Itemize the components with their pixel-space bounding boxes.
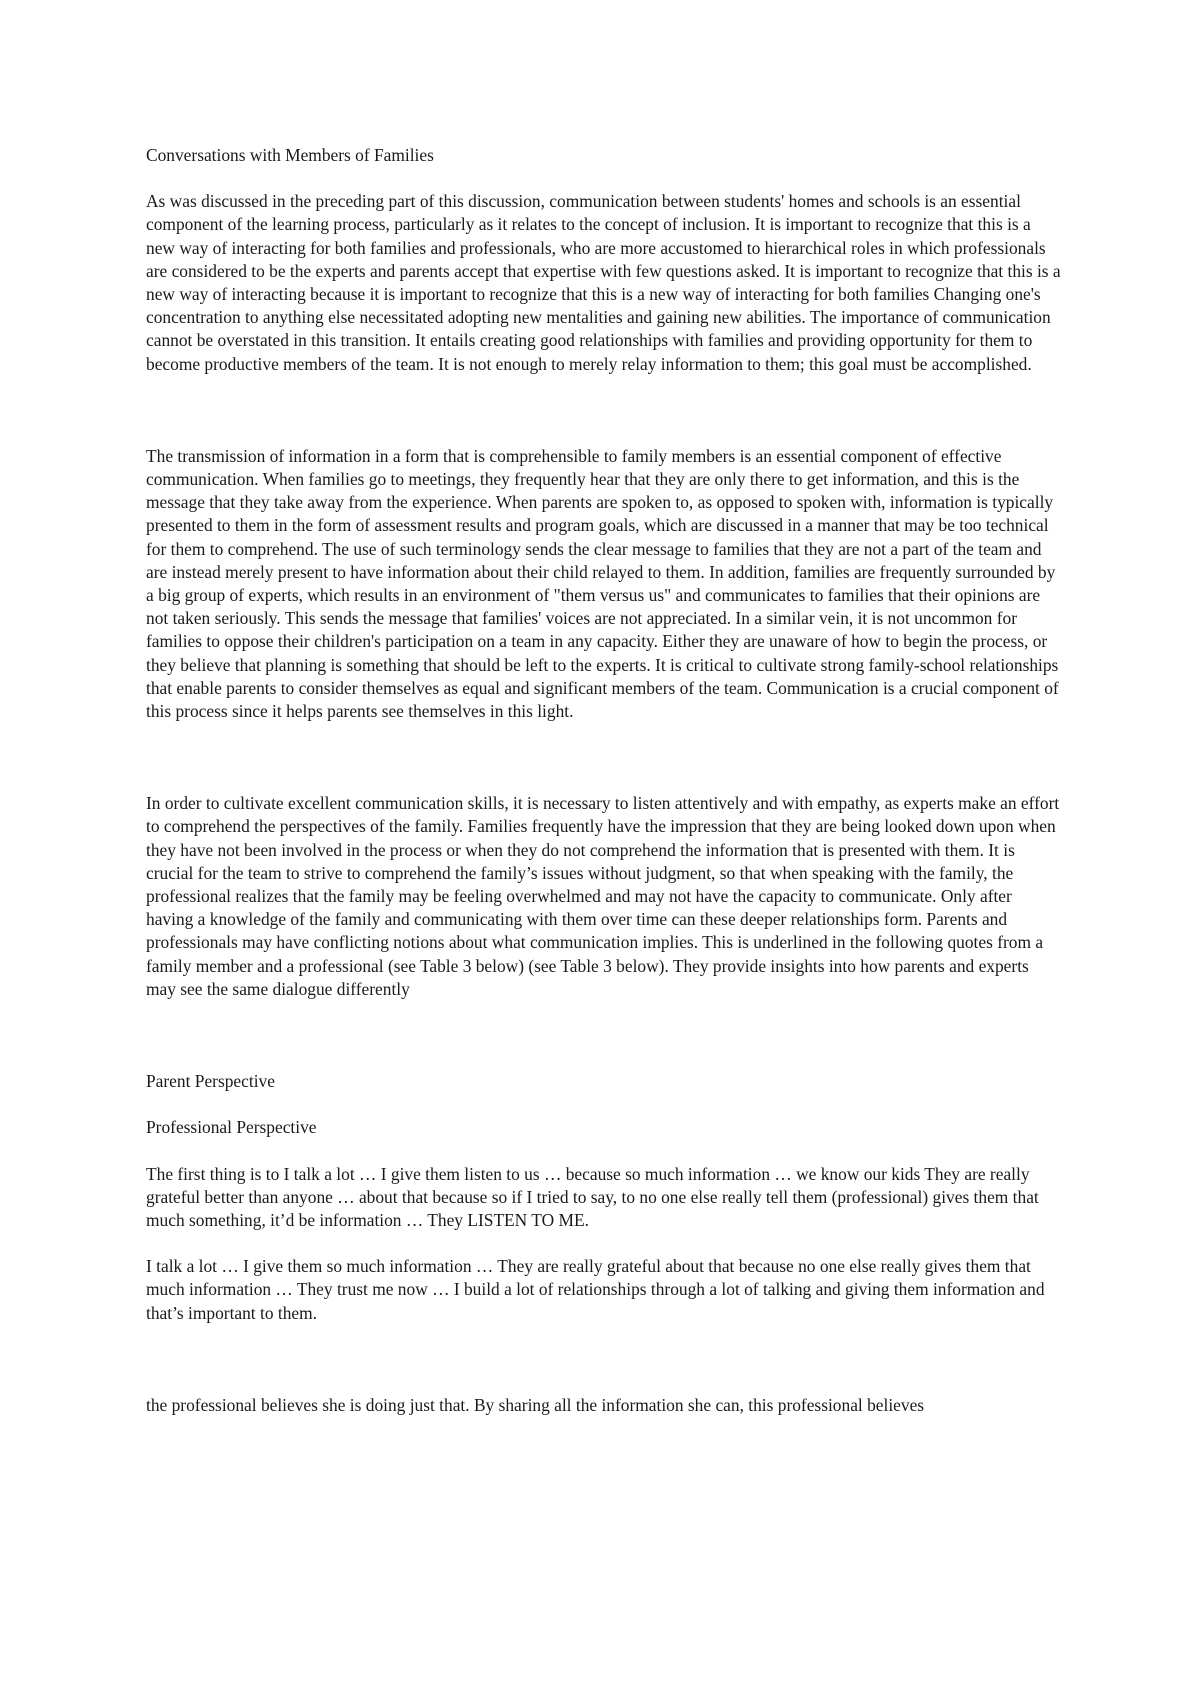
parent-perspective-heading: Parent Perspective: [146, 1071, 275, 1092]
paragraph-3: In order to cultivate excellent communication skills, it is necessary to listen attentively and with empathy, as experts make an effort to comprehend the perspectives of the family. Families frequently have the impression that they are being looked down upon when they have not been involved in the process or when they do not comprehend the information that is presented with them. It is crucial for the team to strive to comprehend the family’s issues without judgment, so that when speaking with the family, the professional realizes that the family may be feeling overwhelmed and may not have the capacity to communicate. Only after having a knowledge of the family and communicating with them over time can these deeper relationships form. Parents and professionals may have conflicting notions about what communication implies. This is underlined in the following quotes from a family member and a professional (see Table 3 below) (see Table 3 below). They provide insights into how parents and experts may see the same dialogue differently: [146, 793, 1060, 999]
quote-professional: I talk a lot … I give them so much information … They are really grateful about that because no one else really gives them that much information … They trust me now … I build a lot of relationships through a lot of talking and giving them information and that’s important to them.: [146, 1256, 1045, 1323]
document-page: [146, 144, 1062, 1417]
quote-parent: The first thing is to I talk a lot … I give them listen to us … because so much information … we know our kids They are really grateful better than anyone … about that because so if I tried to say, to no one else really tell them (professional) gives them that much something, it’d be information … They LISTEN TO ME.: [146, 1163, 1039, 1230]
paragraph-2: The transmission of information in a form that is comprehensible to family members is an essential component of effective communication. When families go to meetings, they frequently hear that they are only there to get information, and this is the message that they take away from the experience. When parents are spoken to, as opposed to spoken with, information is typically presented to them in the form of assessment results and program goals, which are discussed in a manner that may be too technical for them to comprehend. The use of such terminology sends the clear message to families that they are not a part of the team and are instead merely present to have information about their child relayed to them. In addition, families are frequently surrounded by a big group of experts, which results in an environment of "them versus us" and communicates to families that their opinions are not taken seriously. This sends the message that families' voices are not appreciated. In a similar vein, it is not uncommon for families to oppose their children's participation on a team in any capacity. Either they are unaware of how to begin the process, or they believe that planning is something that should be left to the experts. It is critical to cultivate strong family-school relationships that enable parents to consider themselves as equal and significant members of the team. Communication is a crucial component of this process since it helps parents see themselves in this light.: [146, 445, 1059, 722]
document-title: Conversations with Members of Families: [146, 145, 434, 165]
professional-perspective-heading: Professional Perspective: [146, 1117, 317, 1138]
closing-paragraph: the professional believes she is doing just that. By sharing all the information she can, this professional believes: [146, 1394, 925, 1415]
paragraph-1: As was discussed in the preceding part of this discussion, communication between students' homes and schools is an essential component of the learning process, particularly as it relates to the concept of inclusion. It is important to recognize that this is a new way of interacting for both families and professionals, who are more accustomed to hierarchical roles in which professionals are considered to be the experts and parents accept that expertise with few questions asked. It is important to recognize that this is a new way of interacting because it is important to recognize that this is a new way of interacting for both families Changing one's concentration to anything else necessitated adopting new mentalities and gaining new abilities. The importance of communication cannot be overstated in this transition. It entails creating good relationships with families and providing opportunity for them to become productive members of the team. It is not enough to merely relay information to them; this goal must be accomplished.: [146, 191, 1061, 374]
